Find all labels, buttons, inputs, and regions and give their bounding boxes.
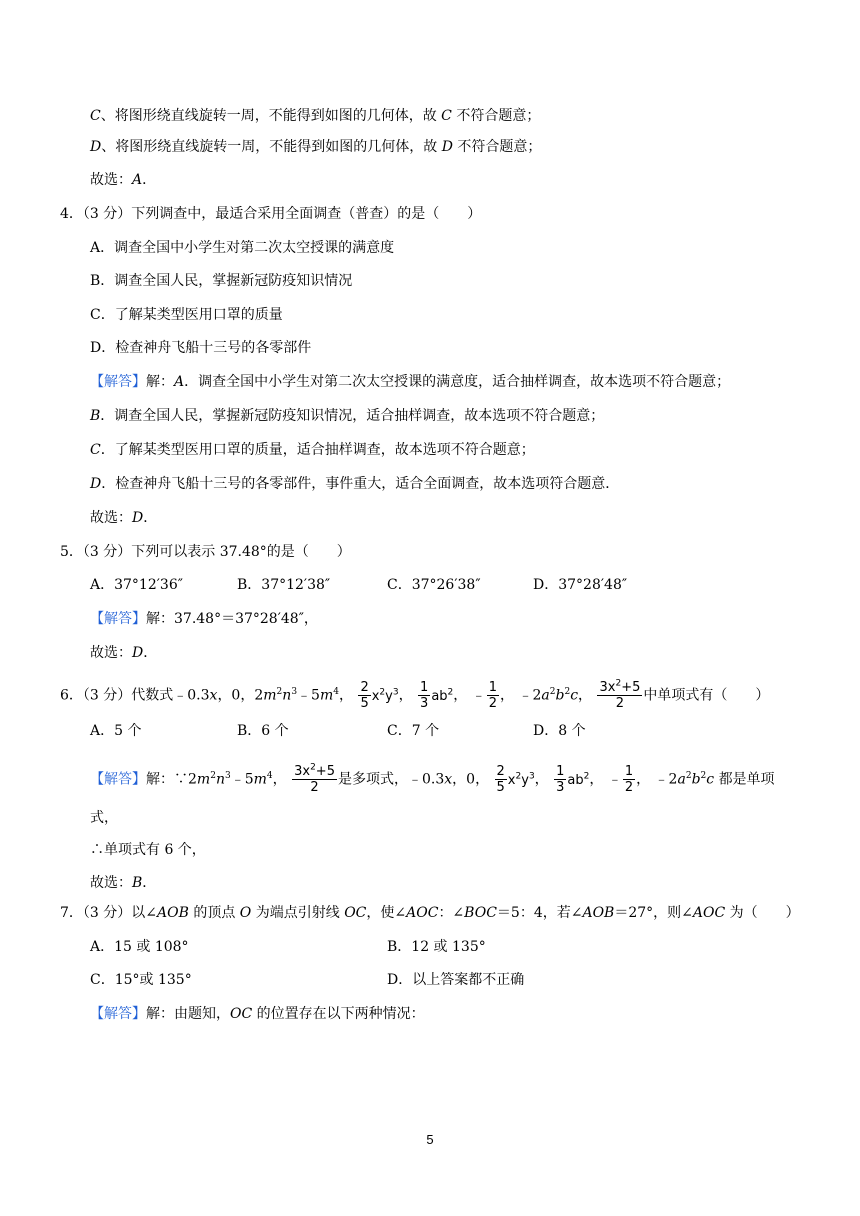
q6-solution-cont: 式， xyxy=(90,810,118,826)
fraction-1-3: $\frac{1}{3}$ xyxy=(556,764,565,795)
fraction-1-2: $\frac{1}{2}$ xyxy=(624,764,634,795)
q5-option-d: D．37°28′48″ xyxy=(533,577,628,593)
prev-solution-d: D、将图形绕直线旋转一周，不能得到如图的几何体，故 D 不符合题意； xyxy=(90,139,542,155)
q5-option-a: A．37°12′36″ xyxy=(90,577,183,593)
q6-option-c: C．7 个 xyxy=(387,723,440,739)
q7-option-a: A．15 或 108° xyxy=(90,939,189,955)
q5-solution: 【解答】解：37.48°＝37°28′48″， xyxy=(90,611,318,627)
q7-solution: 【解答】解：由题知，OC 的位置存在以下两种情况： xyxy=(90,1006,425,1022)
answer-tag: 【解答】 xyxy=(90,771,146,788)
q4-option-d: D．检查神舟飞船十三号的各零部件 xyxy=(90,340,312,356)
q4-solution-1: 【解答】解：A．调查全国中小学生对第二次太空授课的满意度，适合抽样调查，故本选项不符合题意； xyxy=(90,374,731,390)
fraction-2-5: $\frac{2}{5}$ xyxy=(496,764,505,795)
fraction-3x2-plus5-over-2: $\frac{3x^2+5}{2}$ xyxy=(294,762,335,795)
answer-tag: 【解答】 xyxy=(90,1006,146,1022)
q7-stem: 7．（3 分）以∠AOB 的顶点 O 为端点引射线 OC，使∠AOC：∠BOC＝5：4，若∠AOB＝27°，则∠AOC 为（ ） xyxy=(60,905,800,921)
q5-stem: 5．（3 分）下列可以表示 37.48°的是（ ） xyxy=(60,544,351,560)
q4-choose: 故选：D． xyxy=(90,510,158,526)
q4-solution-3: C．了解某类型医用口罩的质量，适合抽样调查，故本选项不符合题意； xyxy=(90,442,535,458)
q4-stem: 4．（3 分）下列调查中，最适合采用全面调查（普查）的是（ ） xyxy=(60,206,482,222)
q5-option-b: B．37°12′38″ xyxy=(237,577,331,593)
prev-solution-c: C、将图形绕直线旋转一周，不能得到如图的几何体，故 C 不符合题意； xyxy=(90,108,541,124)
fraction-3x2-plus5-over-2: $\frac{3x^2+5}{2}$ xyxy=(599,678,641,711)
page-number: 5 xyxy=(426,1132,434,1147)
q6-conclusion: ∴单项式有 6 个， xyxy=(90,842,206,858)
q6-option-d: D．8 个 xyxy=(533,723,586,739)
q6-option-b: B．6 个 xyxy=(237,723,289,739)
q6-stem: 6．（3 分）代数式﹣0.3x，0，$2m^2n^3﹣5m^4$， $\frac{2}{5}$ $x^2y^3$， $\frac{1}{3}$ $ab^2$， ﹣ $\frac{1}{2}$ ， $﹣2a^2b^2c$， $\frac{3x^2+5}{2}$ 中单项式有（ ） xyxy=(60,678,770,711)
q4-solution-4: D．检查神舟飞船十三号的各零部件，事件重大，适合全面调查，故本选项符合题意． xyxy=(90,476,620,492)
q7-option-c: C．15°或 135° xyxy=(90,972,192,988)
q6-option-a: A．5 个 xyxy=(90,723,142,739)
fraction-1-2: $\frac{1}{2}$ xyxy=(488,680,498,711)
q6-choose: 故选：B． xyxy=(90,875,157,891)
q7-option-b: B．12 或 135° xyxy=(387,939,486,955)
q4-option-a: A．调查全国中小学生对第二次太空授课的满意度 xyxy=(90,240,395,256)
answer-tag: 【解答】 xyxy=(90,374,146,390)
q4-solution-2: B．调查全国人民，掌握新冠防疫知识情况，适合抽样调查，故本选项不符合题意； xyxy=(90,408,605,424)
q4-option-b: B．调查全国人民，掌握新冠防疫知识情况 xyxy=(90,273,353,289)
q5-choose: 故选：D． xyxy=(90,645,158,661)
q7-option-d: D．以上答案都不正确 xyxy=(387,972,525,988)
fraction-2-5: $\frac{2}{5}$ xyxy=(360,680,369,711)
prev-choose: 故选：A． xyxy=(90,172,157,188)
fraction-1-3: $\frac{1}{3}$ xyxy=(420,680,429,711)
q4-option-c: C．了解某类型医用口罩的质量 xyxy=(90,307,283,323)
answer-tag: 【解答】 xyxy=(90,611,146,627)
q6-solution: 【解答】解：$\because 2m^2n^3﹣5m^4$， $\frac{3x^2+5}{2}$ 是多项式，﹣0.3x，0， $\frac{2}{5}$ $x^2y^3$， $\frac{1}{3}$ $ab^2$， ﹣ $\frac{1}{2}$ ， $﹣2a^2b^2c$ 都是单项 xyxy=(90,762,775,795)
q5-option-c: C．37°26′38″ xyxy=(387,577,481,593)
